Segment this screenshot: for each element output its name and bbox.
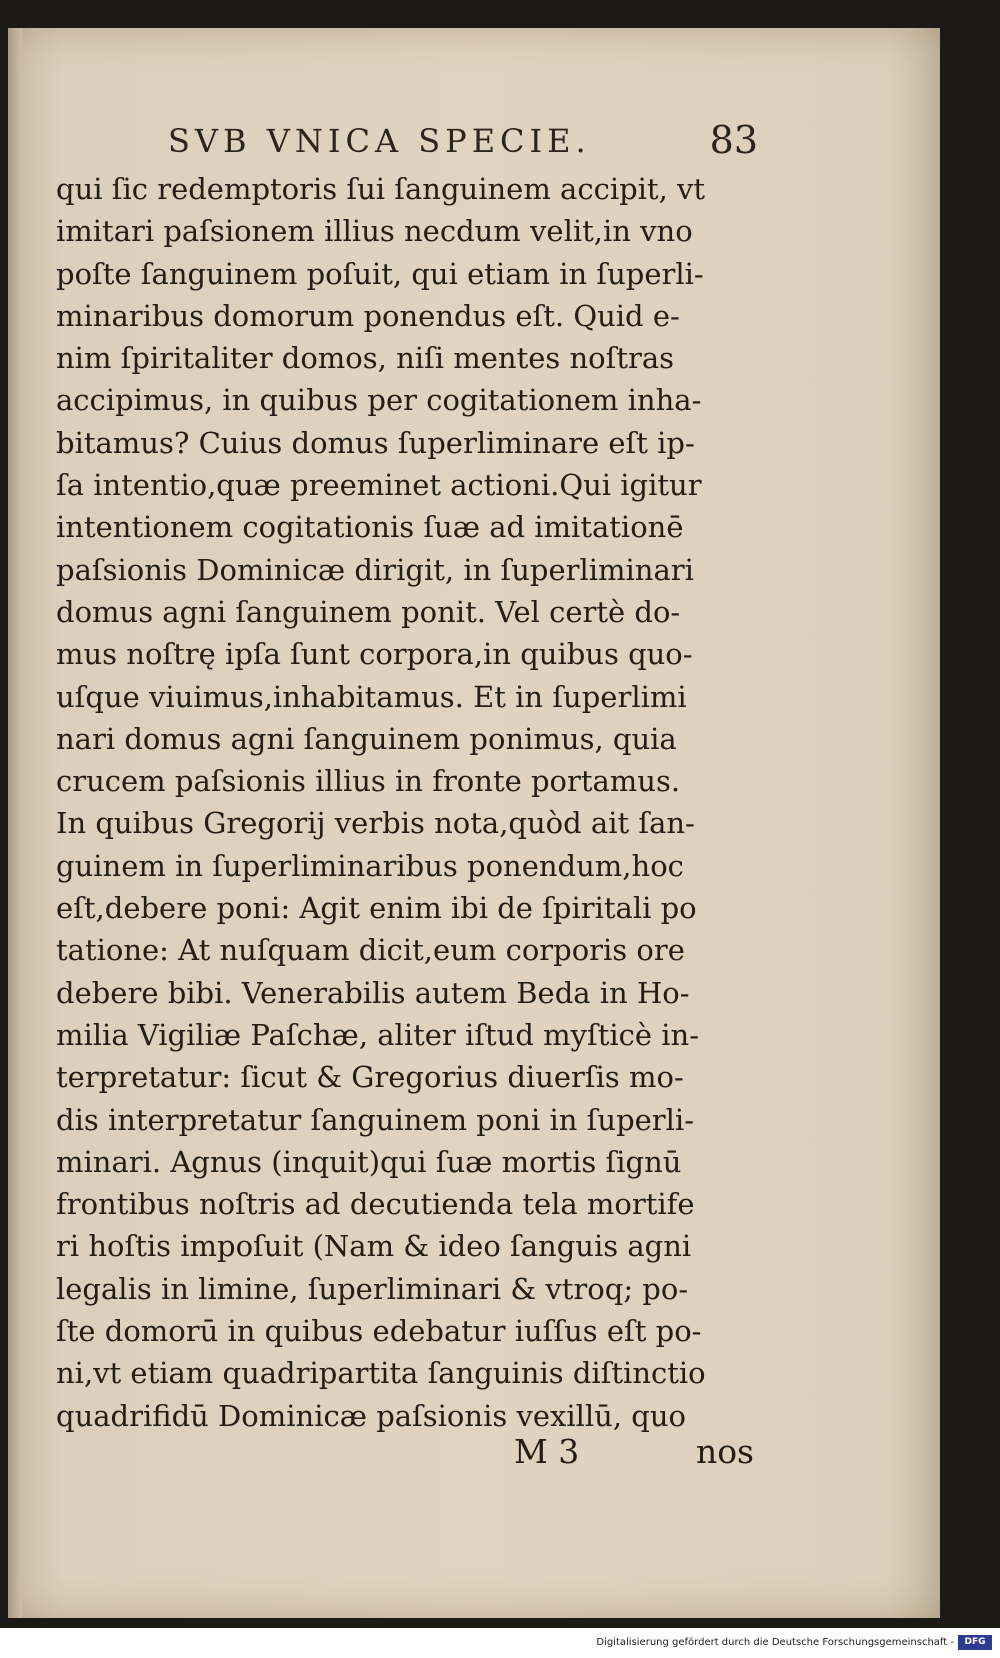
text-line: guinem in ſuperliminaribus ponendum,hoc — [56, 848, 684, 883]
signature-catchword-line — [514, 1432, 754, 1480]
text-line: dis interpretatur ſanguinem poni in ſuperli- — [56, 1102, 694, 1137]
funding-credit: Digitalisierung gefördert durch die Deutsche Forschungsgemeinschaft - — [596, 1637, 954, 1648]
text-line: frontibus noſtris ad decutienda tela mortife — [56, 1187, 695, 1222]
text-line: nari domus agni ſanguinem ponimus, quia — [56, 721, 677, 756]
text-line: intentionem cogitationis ſuæ ad imitationē — [56, 510, 684, 545]
catchword: nos — [695, 1432, 754, 1471]
text-line: ni,vt etiam quadripartita ſanguinis diſtinctio — [56, 1356, 706, 1391]
signature-mark: M 3 — [514, 1432, 580, 1471]
text-line: poſte ſanguinem poſuit, qui etiam in ſuperli- — [56, 256, 704, 291]
text-line: paſsionis Dominicæ dirigit, in ſuperliminari — [56, 552, 694, 587]
text-line: domus agni ſanguinem ponit. Vel certè do- — [56, 594, 681, 629]
text-line: accipimus, in quibus per cogitationem inha- — [56, 383, 702, 418]
text-line: mus noſtrę ipſa ſunt corpora,in quibus quo- — [56, 637, 693, 672]
dfg-logo: DFG — [958, 1635, 992, 1650]
text-line: quadrifidū Dominicæ paſsionis vexillū, quo — [56, 1398, 686, 1433]
text-line: ri hoſtis impoſuit (Nam & ideo ſanguis agni — [56, 1229, 692, 1264]
text-line: minari. Agnus (inquit)qui ſuæ mortis ſignū — [56, 1144, 682, 1179]
text-line: uſque viuimus,inhabitamus. Et in ſuperlimi — [56, 679, 687, 714]
text-line: tatione: At nuſquam dicit,eum corporis ore — [56, 933, 685, 968]
body-text — [56, 168, 752, 1437]
text-line: ſa intentio,quæ preeminet actioni.Qui igitur — [56, 468, 702, 503]
running-title: SVB VNICA SPECIE. — [168, 122, 591, 160]
digitization-footer — [0, 1628, 1000, 1658]
text-line: crucem paſsionis illius in fronte portamus. — [56, 764, 681, 799]
text-line: qui ſic redemptoris ſui ſanguinem accipit, vt — [56, 172, 706, 206]
text-line: eſt,debere poni: Agit enim ibi de ſpiritali po — [56, 891, 697, 926]
text-line: minaribus domorum ponendus eſt. Quid e- — [56, 298, 680, 333]
page-edge-shadow — [8, 28, 22, 1618]
text-line: legalis in limine, ſuperliminari & vtroq; po- — [56, 1271, 689, 1306]
page-number: 83 — [709, 118, 758, 162]
text-line: debere bibi. Venerabilis autem Beda in Ho- — [56, 975, 690, 1010]
running-head — [168, 100, 758, 164]
text-line: bitamus? Cuius domus ſuperliminare eſt ip- — [56, 425, 695, 460]
book-page — [8, 28, 940, 1618]
text-line: nim ſpiritaliter domos, niſi mentes noſtras — [56, 341, 675, 376]
text-line: imitari paſsionem illius necdum velit,in vno — [56, 214, 693, 249]
text-line: In quibus Gregorij verbis nota,quòd ait ſan- — [56, 806, 695, 841]
text-line: terpretatur: ſicut & Gregorius diuerſis mo- — [56, 1060, 684, 1095]
text-line: ſte domorū in quibus edebatur iuſſus eſt po- — [56, 1314, 702, 1349]
text-line: milia Vigiliæ Paſchæ, aliter iſtud myſticè in- — [56, 1017, 700, 1052]
